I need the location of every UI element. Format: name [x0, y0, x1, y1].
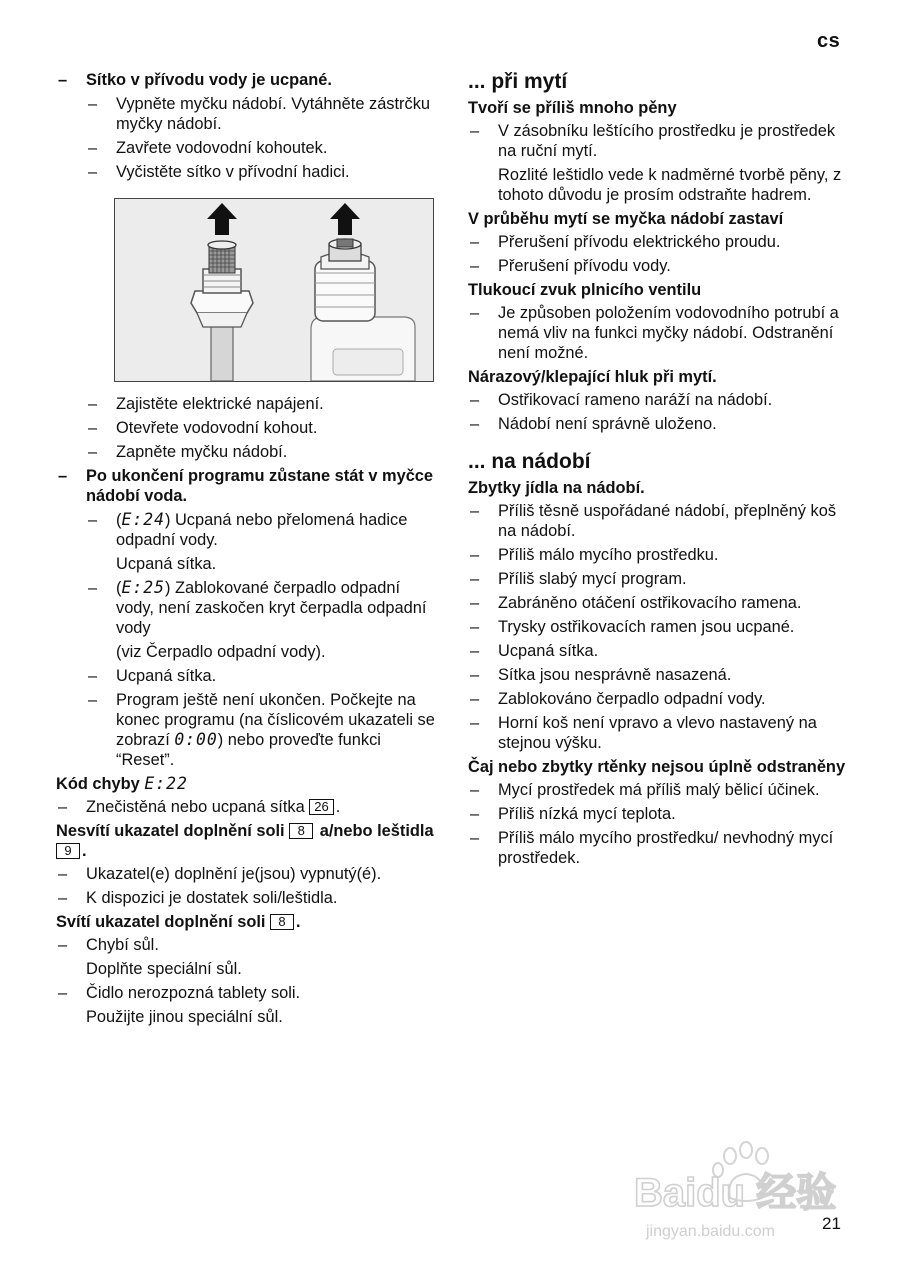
watermark-text: Baidu 经验	[634, 1171, 837, 1215]
list-item: – Zajistěte elektrické napájení.	[88, 395, 324, 413]
list-item: – Ukazatel(e) doplnění je(jsou) vypnutý(é).	[58, 865, 382, 883]
page-number: 21	[822, 1214, 841, 1233]
list-item: – Znečistěná nebo ucpaná sítka 26 .	[58, 798, 341, 816]
list-item: – Příliš těsně uspořádané nádobí, přeplněný koš na nádobí.	[470, 502, 837, 540]
list-item: – Ucpaná sítka.	[470, 642, 599, 660]
list-item-continuation: Ucpaná sítka.	[116, 555, 217, 573]
list-item: – (E:25) Zablokované čerpadlo odpadní vody, není zaskočen kryt čerpadla odpadní vody	[88, 578, 427, 637]
list-item: – Zabráněno otáčení ostřikovacího ramena.	[470, 594, 802, 612]
list-item: – K dispozici je dostatek soli/leštidla.	[58, 889, 338, 907]
list-item-continuation: Doplňte speciální sůl.	[86, 960, 242, 978]
salt-indicator-off-heading: Nesvítí ukazatel doplnění soli 8 a/nebo leštidla 9 .	[56, 822, 434, 860]
list-item: – Ostřikovací rameno naráží na nádobí.	[470, 391, 773, 409]
list-item-continuation: Použijte jinou speciální sůl.	[86, 1008, 283, 1026]
display-code-0-00: 0:00	[174, 730, 218, 749]
list-item: – Příliš nízká mycí teplota.	[470, 805, 676, 823]
list-item: – Příliš málo mycího prostředku.	[470, 546, 719, 564]
list-item: – Zapněte myčku nádobí.	[88, 443, 288, 461]
list-item: – Chybí sůl.	[58, 936, 159, 954]
ref-box: 8	[270, 914, 294, 930]
rattling-noise-heading: Nárazový/klepající hluk při mytí.	[468, 368, 717, 386]
list-item: – Je způsoben položením vodovodního potrubí a nemá vliv na funkci myčky nádobí. Odstranění není možné.	[470, 304, 839, 362]
list-item: – Nádobí není správně uloženo.	[470, 415, 717, 433]
error-code-heading: Kód chyby E:22	[56, 774, 188, 793]
list-item: – Příliš málo mycího prostředku/ nevhodný mycí prostředek.	[470, 829, 834, 867]
list-item: – Horní koš není vpravo a vlevo nastavený na stejnou výšku.	[470, 714, 817, 752]
water-remains-heading: – Po ukončení programu zůstane stát v myčce nádobí voda.	[58, 467, 434, 505]
baidu-watermark	[634, 1140, 854, 1250]
dishwasher-stops-heading: V průběhu mytí se myčka nádobí zastaví	[468, 210, 784, 228]
ref-box: 26	[309, 799, 333, 815]
list-item: – Příliš slabý mycí program.	[470, 570, 687, 588]
error-code-e25: E:25	[121, 578, 165, 597]
too-much-foam-heading: Tvoří se příliš mnoho pěny	[468, 99, 677, 117]
list-item: – Ucpaná sítka.	[88, 667, 217, 685]
list-item: – Program ještě není ukončen. Počkejte na konec programu (na číslicovém ukazateli se zobrazí 0:00) nebo proveďte funkci “Reset”.	[88, 691, 435, 769]
list-item: – Sítka jsou nesprávně nasazená.	[470, 666, 732, 684]
right-column	[468, 70, 848, 872]
list-item: – Mycí prostředek má příliš malý bělicí účinek.	[470, 781, 820, 799]
list-item: – Zavřete vodovodní kohoutek.	[88, 139, 328, 157]
list-item-continuation: Rozlité leštidlo vede k nadměrné tvorbě pěny, z tohoto důvodu je prosím odstraňte hadrem.	[498, 166, 842, 204]
error-code-e24: E:24	[121, 510, 165, 529]
list-item: – Otevřete vodovodní kohout.	[88, 419, 318, 437]
list-item: – Zablokováno čerpadlo odpadní vody.	[470, 690, 766, 708]
list-item: – Přerušení přívodu vody.	[470, 257, 671, 275]
knocking-valve-heading: Tlukoucí zvuk plnicího ventilu	[468, 281, 702, 299]
list-item: – (E:24) Ucpaná nebo přelomená hadice odpadní vody.	[88, 510, 408, 549]
inlet-filter-blocked-heading: – Sítko v přívodu vody je ucpané.	[58, 71, 332, 89]
list-item: – Přerušení přívodu elektrického proudu.	[470, 233, 781, 251]
list-item: – Čidlo nerozpozná tablety soli.	[58, 984, 301, 1002]
ref-box: 9	[56, 843, 80, 859]
language-code: cs	[817, 30, 841, 52]
left-column	[56, 70, 436, 1031]
error-code-e22: E:22	[144, 774, 188, 793]
tea-lipstick-heading: Čaj nebo zbytky rtěnky nejsou úplně odstraněny	[468, 758, 846, 776]
list-item: – Vypněte myčku nádobí. Vytáhněte zástrčku myčky nádobí.	[88, 95, 431, 133]
section-heading-washing: ... při mytí	[468, 70, 568, 93]
list-item-continuation: (viz Čerpadlo odpadní vody).	[116, 643, 326, 661]
food-residue-heading: Zbytky jídla na nádobí.	[468, 479, 645, 497]
watermark-url: jingyan.baidu.com	[646, 1223, 775, 1240]
list-item: – V zásobníku leštícího prostředku je prostředek na ruční mytí.	[470, 122, 836, 160]
list-item: – Vyčistěte sítko v přívodní hadici.	[88, 163, 350, 181]
inlet-filter-illustration	[114, 198, 434, 382]
ref-box: 8	[289, 823, 313, 839]
section-heading-dishes: ... na nádobí	[468, 450, 591, 473]
salt-indicator-on-heading: Svítí ukazatel doplnění soli 8 .	[56, 913, 301, 931]
list-item: – Trysky ostřikovacích ramen jsou ucpané.	[470, 618, 795, 636]
